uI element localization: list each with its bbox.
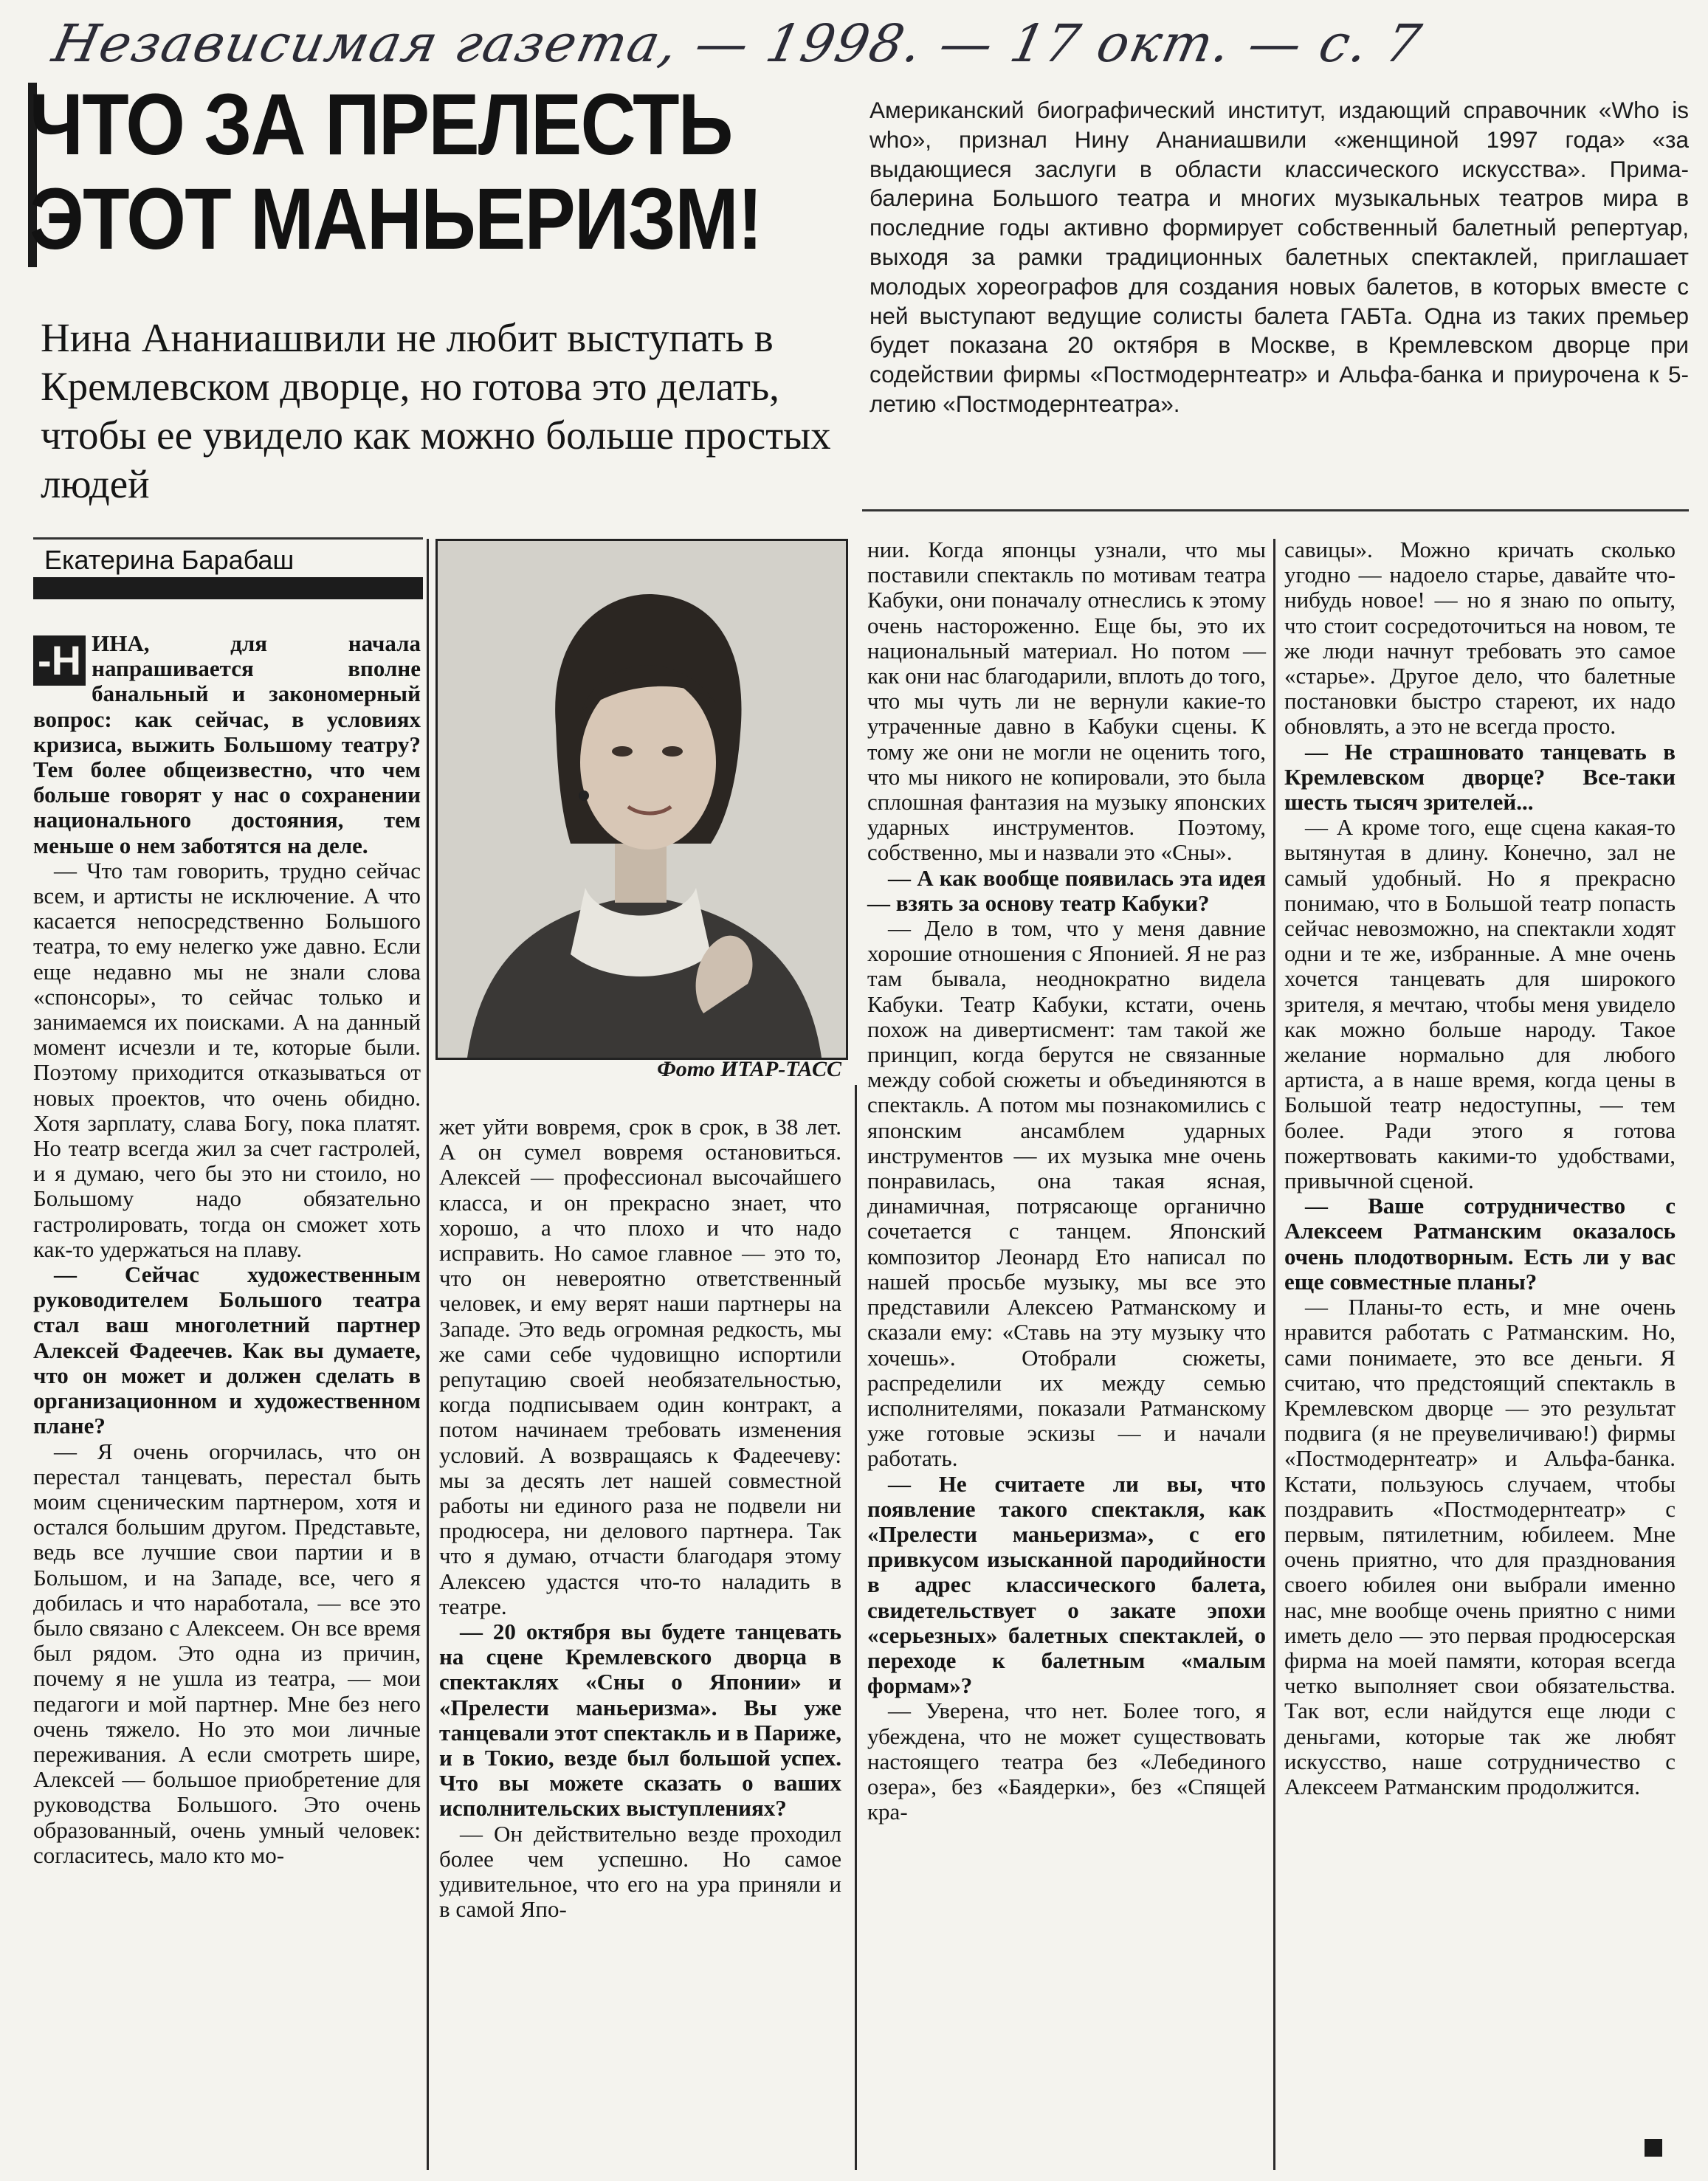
answer-paragraph: жет уйти вовремя, срок в срок, в 38 лет. А он сумел вовремя остановиться. Алексей — профессионал высочайшего класса, и он прекрасно знает, что хорошо, а что плохо и что надо исправить. Но самое главное — это то, что он невероятно ответственный человек, и ему верят наши партнеры на Западе. Это ведь огромная редкость, мы же сами себе чудовищно испортили репутацию своей необязательностью, когда подписываем один контракт, а потом начинаем требовать изменения условий. А возвращаясь к Фадеечеву: мы за десять лет нашей совместной работы ни единого раза не подвели ни продюсера, ни делового партнера. Так что я думаю, отчасти благодаря этому Алексею удастся что-то наладить в театре.: [439, 1114, 841, 1619]
lead-rule: [862, 509, 1689, 511]
end-of-article-mark: [1645, 2139, 1662, 2157]
answer-paragraph: савицы». Можно кричать сколько угодно — надоело старье, давайте что-нибудь новое! — но я знаю по опыту, что стоит сосредоточиться на новом, те же люди начнут требовать это самое «старье». Другое дело, что балетные постановки быстро стареют, их надо обновлять, а это не всегда просто.: [1284, 537, 1676, 740]
column-3: [867, 537, 1266, 1825]
intro-question: -Н ИНА, для начала напрашивается вполне банальный и закономерный вопрос: как сейчас, в условиях кризиса, выжить Большому театру? Тем более общеизвестно, что чем больше говорят у нас о сохранении национального достояния, тем меньше о нем заботятся на деле.: [33, 630, 421, 858]
question-paragraph: — 20 октября вы будете танцевать на сцене Кремлевского дворца в спектаклях «Сны о Японии» и «Прелести маньеризма». Вы уже танцевали этот спектакль и в Париже, и в Токио, везде был большой успех. Что вы можете сказать о ваших исполнительских выступлениях?: [439, 1619, 841, 1822]
question-paragraph: — Не считаете ли вы, что появление такого спектакля, как «Прелести маньеризма», с его привкусом изысканной пародийности в адрес классического балета, свидетельствует о закате эпохи «серьезных» балетных спектаклей, о переходе к балетным «малым формам»?: [867, 1470, 1266, 1699]
author-byline: Екатерина Барабаш: [44, 545, 295, 575]
author-rule: [33, 537, 423, 540]
column-2: [439, 1114, 841, 1923]
portrait-photo: [435, 539, 848, 1060]
question-paragraph: — Ваше сотрудничество с Алексеем Ратманским оказалось очень плодотворным. Есть ли у вас еще совместные планы?: [1284, 1193, 1676, 1295]
headline-line-1: ЧТО ЗА ПРЕЛЕСТЬ: [30, 76, 732, 173]
answer-paragraph: — Планы-то есть, и мне очень нравится работать с Ратманским. Но, сами понимаете, это все деньги. Я считаю, что предстоящий спектакль в Кремлевском дворце — это результат подвига (я не преувеличиваю!) фирмы «Постмодернтеатр» и Альфа-банка. Кстати, пользуюсь случаем, чтобы поздравить «Постмодернтеатр» с первым, пятилетним, юбилеем. Мне очень приятно, что для празднования своего юбилея они выбрали именно нас, мне вообще очень приятно с ними иметь дело — это первая продюсерская фирма на моей памяти, которая всегда четко выполняет свои обязательства. Так вот, если найдутся еще люди с деньгами, которые так же любят искусство, наше сотрудничество с Алексеем Ратманским продолжится.: [1284, 1294, 1676, 1799]
headline: [30, 76, 762, 268]
column-1: [33, 631, 421, 1868]
column-4: [1284, 537, 1676, 1799]
drop-cap: -Н: [33, 635, 86, 686]
answer-paragraph: — А кроме того, еще сцена какая-то вытянутая в длину. Конечно, зал не самый удобный. Но я прекрасно понимаю, что в Большой театр попасть сейчас невозможно, на спектакли ходят одни и те же, избранные. А мне очень хочется танцевать для широкого зрителя, я мечтаю, чтобы меня увидело как можно больше народу. Такое желание нормально для любого артиста, а в наше время, когда цены в Большой театр недоступны, — тем более. Ради этого я готова пожертвовать какими-то удобствами, привычной сценой.: [1284, 814, 1676, 1194]
column-rule-2: [855, 1085, 857, 2170]
photo-caption: Фото ИТАР-ТАСС: [657, 1057, 841, 1081]
column-rule-3: [1273, 539, 1275, 2170]
headline-line-2: ЭТОТ МАНЬЕРИЗМ!: [30, 170, 762, 268]
column-rule-1: [427, 539, 429, 2170]
answer-paragraph: нии. Когда японцы узнали, что мы поставили спектакль по мотивам театра Кабуки, они поначалу отнеслись к этому очень настороженно. Еще бы, это их национальный материал. Но потом — как они нас благодарили, вплоть до того, что мы чуть ли не вернули какие-то утраченные давно в Кабуки сцены. К тому же они не могли не оценить того, что мы никого не копировали, это была сплошная фантазия на музыку японских ударных инструментов. Поэтому, собственно, мы и назвали это «Сны».: [867, 537, 1266, 866]
author-bar: [33, 577, 423, 599]
question-paragraph: — А как вообще появилась эта идея — взять за основу театр Кабуки?: [867, 864, 1266, 916]
portrait-illustration: [438, 541, 846, 1058]
question-paragraph: — Не страшновато танцевать в Кремлевском дворце? Все-таки шесть тысяч зрителей...: [1284, 738, 1676, 816]
answer-paragraph: — Он действительно везде проходил более чем успешно. Но самое удивительное, что его на ура приняли и в самой Япо-: [439, 1820, 841, 1923]
answer-paragraph: — Что там говорить, трудно сейчас всем, и артисты не исключение. А что касается непосредственно Большого театра, то ему нелегко уже давно. Если еще недавно мы не знали слова «спонсоры», то сейчас только и занимаемся их поисками. А на данный момент исчезли и те, которые были. Поэтому приходится отказываться от новых проектов, что очень обидно. Хотя зарплату, слава Богу, пока платят. Но театр всегда жил за счет гастролей, и я думаю, чего бы это ни стоило, но Большому надо обязательно гастролировать, тогда он сможет хоть как-то удержаться на плаву.: [33, 857, 421, 1262]
subheadline: Нина Ананиашвили не любит выступать в Кремлевском дворце, но готова это делать, чтобы ее увидело как можно больше простых людей: [41, 315, 831, 506]
lead-paragraph: Американский биографический институт, издающий справочник «Who is who», признал Нину Ананиашвили «женщиной 1997 года» «за выдающиеся заслуги в области классического искусства». Прима-балерина Большого театра и многих музыкальных театров мира в последние годы активно формирует собственный балетный репертуар, выходя за рамки традиционных балетных спектаклей, приглашает молодых хореографов для создания новых балетов, в которых вместе с ней выступают ведущие солисты балета ГАБТа. Одна из таких премьер будет показана 20 октября в Москве, в Кремлевском дворце при содействии фирмы «Постмодернтеатр» и Альфа-банка и приурочена к 5-летию «Постмодернтеатра».: [870, 97, 1689, 417]
answer-paragraph: — Дело в том, что у меня давние хорошие отношения с Японией. Я не раз там бывала, неоднократно видела Кабуки. Театр Кабуки, кстати, очень похож на дивертисмент: там такой же принцип, когда берутся не связанные между собой сюжеты и объединяются в спектакль. А потом мы познакомились с японским ансамблем ударных инструментов — их музыка мне очень понравилась, она такая ясная, динамичная, потрясающе органично сочетается с танцем. Японский композитор Леонард Ето написал по нашей просьбе музыку, мы все это представили Алексею Ратманскому и сказали ему: «Ставь на эту музыку что хочешь». Отобрали сюжеты, распределили их между семью исполнителями, показали Ратманскому уже готовые эскизы — и начали работать.: [867, 915, 1266, 1472]
question-paragraph: — Сейчас художественным руководителем Большого театра стал ваш многолетний партнер Алексей Фадеечев. Как вы думаете, что он может и должен сделать в организационном и художественном плане?: [33, 1261, 421, 1439]
handwritten-note: Независимая газета, — 1998. — 17 окт. — с. 7: [47, 13, 1428, 74]
answer-paragraph: — Уверена, что нет. Более того, я убеждена, что не может существовать настоящего театра без «Лебединого озера», без «Баядерки», без «Спящей кра-: [867, 1698, 1266, 1825]
answer-paragraph: — Я очень огорчилась, что он перестал танцевать, перестал быть моим сценическим партнером, хотя и остался большим другом. Представьте, ведь все лучшие свои партии и в Большом, и на Западе, все, чего я добилась и что наработала, — все это было связано с Алексеем. Он все время был рядом. Это одна из причин, почему я не ушла из театра, — мои педагоги и мой партнер. Мне без него очень тяжело. Но это мои личные переживания. А если смотреть шире, Алексей — большое приобретение для руководства Большого. Это очень образованный, очень умный человек: согласитесь, мало кто мо-: [33, 1438, 421, 1868]
